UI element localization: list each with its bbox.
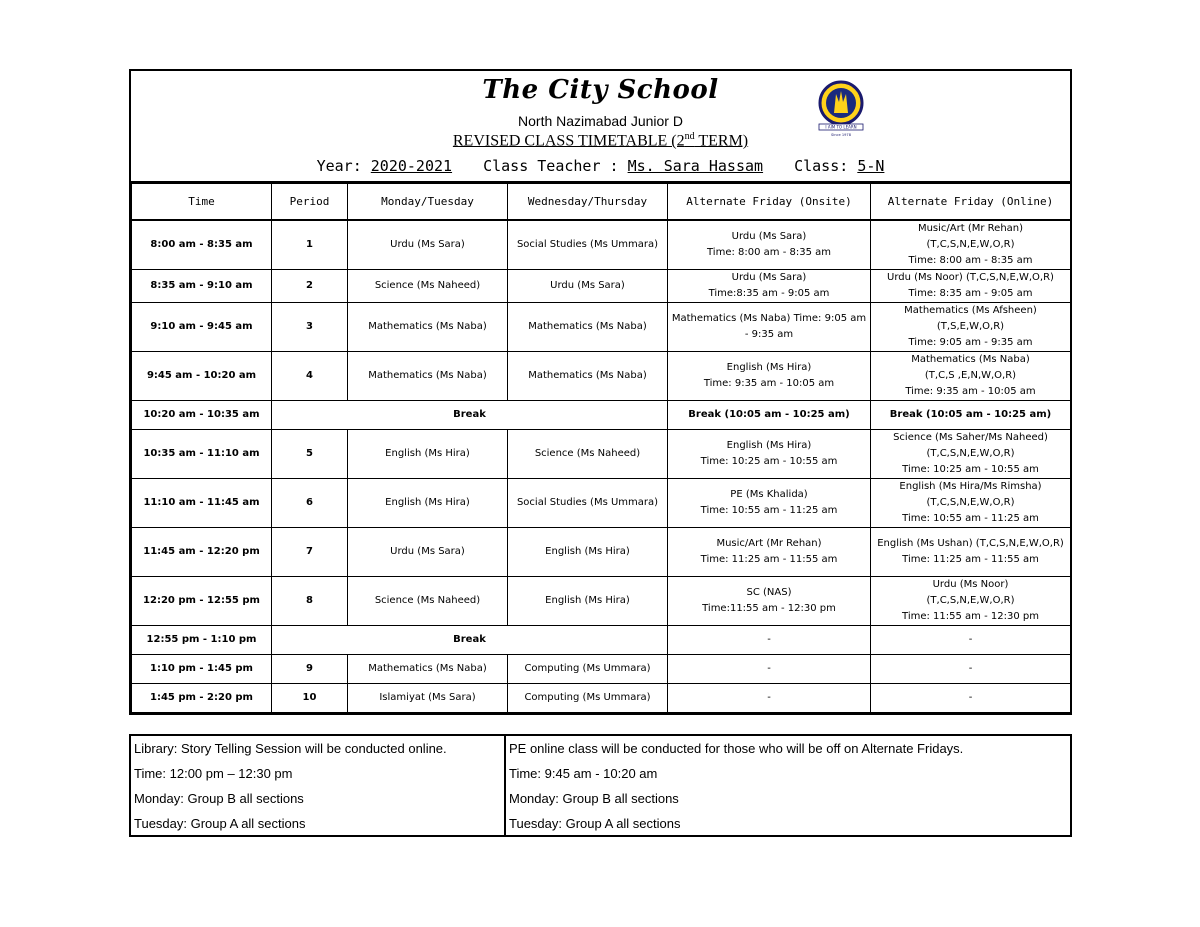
year-class-line — [131, 157, 1070, 175]
timetable-sheet — [129, 69, 1072, 715]
fri-online-cell: - — [871, 626, 1071, 655]
break-row — [132, 401, 1071, 430]
timetable-table — [131, 183, 1071, 713]
period-cell: 3 — [272, 303, 348, 352]
mon-tue-cell: Islamiyat (Ms Sara) — [348, 684, 508, 713]
cell-line: English (Ms Hira/Ms Rimsha) — [899, 481, 1042, 492]
mon-tue-cell: Mathematics (Ms Naba) — [348, 303, 508, 352]
cell-line: Time: 10:55 am - 11:25 am — [902, 513, 1039, 524]
cell-line: (T,C,S,N,E,W,O,R) — [926, 239, 1015, 250]
mon-tue-cell: Urdu (Ms Sara) — [348, 220, 508, 270]
time-cell: 12:20 pm - 12:55 pm — [132, 577, 272, 626]
fri-onsite-cell — [668, 220, 871, 270]
cell-line: (T,C,S,N,E,W,O,R) — [926, 497, 1015, 508]
mon-tue-cell: Science (Ms Naheed) — [348, 270, 508, 303]
cell-line: Urdu (Ms Sara) — [731, 231, 807, 242]
table-row — [132, 577, 1071, 626]
cell-line: PE (Ms Khalida) — [730, 489, 808, 500]
note-line: Library: Story Telling Session will be conducted online. — [134, 741, 447, 756]
cell-line: Urdu (Ms Noor) (T,C,S,N,E,W,O,R) — [887, 272, 1054, 283]
cell-line: Time: 11:25 am - 11:55 am — [902, 554, 1039, 565]
table-row — [132, 684, 1071, 713]
wed-thu-cell: Social Studies (Ms Ummara) — [508, 479, 668, 528]
time-cell: 1:45 pm - 2:20 pm — [132, 684, 272, 713]
wed-thu-cell: Mathematics (Ms Naba) — [508, 303, 668, 352]
period-cell: 1 — [272, 220, 348, 270]
mon-tue-cell: English (Ms Hira) — [348, 430, 508, 479]
note-line: Monday: Group B all sections — [509, 791, 679, 806]
teacher-value: Ms. Sara Hassam — [627, 157, 764, 175]
fri-onsite-cell: - — [668, 626, 871, 655]
cell-line: Urdu (Ms Noor) — [932, 579, 1009, 590]
title-superscript: nd — [684, 131, 695, 142]
table-row — [132, 430, 1071, 479]
note-line: Tuesday: Group A all sections — [134, 816, 306, 831]
cell-line: Time: 10:25 am - 10:55 am — [700, 456, 838, 467]
mon-tue-cell: Mathematics (Ms Naba) — [348, 655, 508, 684]
period-cell: 7 — [272, 528, 348, 577]
fri-online-cell: Break (10:05 am - 10:25 am) — [871, 401, 1071, 430]
notes-box — [129, 734, 1072, 837]
fri-online-cell — [871, 577, 1071, 626]
year-value: 2020-2021 — [370, 157, 453, 175]
cell-line: - 9:35 am — [744, 329, 794, 340]
mon-tue-cell: English (Ms Hira) — [348, 479, 508, 528]
break-cell: Break — [272, 401, 668, 430]
cell-line: Time: 11:25 am - 11:55 am — [700, 554, 838, 565]
time-cell: 8:35 am - 9:10 am — [132, 270, 272, 303]
wed-thu-cell: Computing (Ms Ummara) — [508, 684, 668, 713]
fri-online-cell — [871, 479, 1071, 528]
cell-line: Time: 10:25 am - 10:55 am — [902, 464, 1039, 475]
cell-line: Mathematics (Ms Naba) Time: 9:05 am — [671, 313, 867, 324]
fri-onsite-cell — [668, 303, 871, 352]
wed-thu-cell: English (Ms Hira) — [508, 577, 668, 626]
time-cell: 8:00 am - 8:35 am — [132, 220, 272, 270]
timetable-header — [131, 71, 1070, 183]
cell-line: (T,S,E,W,O,R) — [936, 321, 1005, 332]
cell-line: (T,C,S ,E,N,W,O,R) — [924, 370, 1017, 381]
fri-online-cell: - — [871, 684, 1071, 713]
time-cell: 10:35 am - 11:10 am — [132, 430, 272, 479]
period-cell: 5 — [272, 430, 348, 479]
cell-line: Time: 9:05 am - 9:35 am — [908, 337, 1033, 348]
title-term: TERM) — [694, 132, 749, 150]
period-cell: 9 — [272, 655, 348, 684]
time-cell: 9:10 am - 9:45 am — [132, 303, 272, 352]
note-line: Time: 9:45 am - 10:20 am — [509, 766, 658, 781]
time-cell: 11:45 am - 12:20 pm — [132, 528, 272, 577]
wed-thu-cell: English (Ms Hira) — [508, 528, 668, 577]
year-label: Year: — [316, 157, 362, 175]
cell-line: Time: 8:00 am - 8:35 am — [908, 255, 1033, 266]
fri-online-cell — [871, 430, 1071, 479]
break-row — [132, 626, 1071, 655]
cell-line: Time:11:55 am - 12:30 pm — [702, 603, 836, 614]
period-cell: 10 — [272, 684, 348, 713]
fri-onsite-cell — [668, 270, 871, 303]
fri-online-cell — [871, 352, 1071, 401]
col-header-fri-online: Alternate Friday (Online) — [871, 184, 1071, 221]
time-cell: 9:45 am - 10:20 am — [132, 352, 272, 401]
col-header-mon-tue: Monday/Tuesday — [348, 184, 508, 221]
fri-onsite-cell — [668, 577, 871, 626]
header-row — [132, 184, 1071, 221]
table-row — [132, 352, 1071, 401]
fri-online-cell — [871, 220, 1071, 270]
note-line: PE online class will be conducted for those who will be off on Alternate Fridays. — [509, 741, 964, 756]
table-row — [132, 303, 1071, 352]
cell-line: Time: 9:35 am - 10:05 am — [703, 378, 835, 389]
fri-onsite-cell: - — [668, 684, 871, 713]
fri-online-cell: - — [871, 655, 1071, 684]
period-cell: 4 — [272, 352, 348, 401]
period-cell: 2 — [272, 270, 348, 303]
cell-line: (T,C,S,N,E,W,O,R) — [926, 448, 1015, 459]
cell-line: SC (NAS) — [746, 587, 792, 598]
mon-tue-cell: Urdu (Ms Sara) — [348, 528, 508, 577]
time-cell: 12:55 pm - 1:10 pm — [132, 626, 272, 655]
pe-note — [506, 736, 1070, 835]
cell-line: English (Ms Ushan) (T,C,S,N,E,W,O,R) — [877, 538, 1064, 549]
timetable-title — [131, 131, 1070, 150]
fri-onsite-cell — [668, 430, 871, 479]
time-cell: 10:20 am - 10:35 am — [132, 401, 272, 430]
fri-online-cell — [871, 303, 1071, 352]
class-label: Class: — [794, 157, 849, 175]
library-note — [131, 736, 506, 835]
fri-onsite-cell — [668, 352, 871, 401]
fri-onsite-cell — [668, 528, 871, 577]
wed-thu-cell: Computing (Ms Ummara) — [508, 655, 668, 684]
table-row — [132, 528, 1071, 577]
cell-line: English (Ms Hira) — [726, 362, 812, 373]
cell-line: English (Ms Hira) — [726, 440, 812, 451]
wed-thu-cell: Urdu (Ms Sara) — [508, 270, 668, 303]
cell-line: (T,C,S,N,E,W,O,R) — [926, 595, 1015, 606]
fri-onsite-cell — [668, 479, 871, 528]
cell-line: Music/Art (Mr Rehan) — [917, 223, 1024, 234]
note-line: Time: 12:00 pm – 12:30 pm — [134, 766, 293, 781]
break-cell: Break — [272, 626, 668, 655]
mon-tue-cell: Mathematics (Ms Naba) — [348, 352, 508, 401]
col-header-time: Time — [132, 184, 272, 221]
cell-line: Music/Art (Mr Rehan) — [716, 538, 822, 549]
fri-onsite-cell: - — [668, 655, 871, 684]
table-row — [132, 270, 1071, 303]
cell-line: Time:8:35 am - 9:05 am — [708, 288, 830, 299]
note-line: Tuesday: Group A all sections — [509, 816, 681, 831]
cell-line: Time: 11:55 am - 12:30 pm — [902, 611, 1039, 622]
cell-line: Time: 8:35 am - 9:05 am — [908, 288, 1033, 299]
branch-name: North Nazimabad Junior D — [518, 113, 683, 129]
logo-motto: I AIM TO LEARN — [825, 124, 857, 130]
wed-thu-cell: Mathematics (Ms Naba) — [508, 352, 668, 401]
col-header-wed-thu: Wednesday/Thursday — [508, 184, 668, 221]
logo-since: Since 1978 — [830, 133, 852, 137]
wed-thu-cell: Science (Ms Naheed) — [508, 430, 668, 479]
school-name: The City School — [482, 75, 719, 105]
period-cell: 8 — [272, 577, 348, 626]
wed-thu-cell: Social Studies (Ms Ummara) — [508, 220, 668, 270]
period-cell: 6 — [272, 479, 348, 528]
note-line: Monday: Group B all sections — [134, 791, 304, 806]
time-cell: 1:10 pm - 1:45 pm — [132, 655, 272, 684]
cell-line: Time: 10:55 am - 11:25 am — [700, 505, 838, 516]
mon-tue-cell: Science (Ms Naheed) — [348, 577, 508, 626]
fri-online-cell — [871, 270, 1071, 303]
col-header-fri-onsite: Alternate Friday (Onsite) — [668, 184, 871, 221]
table-row — [132, 479, 1071, 528]
cell-line: Urdu (Ms Sara) — [731, 272, 807, 283]
cell-line: Mathematics (Ms Afsheen) — [904, 305, 1037, 316]
table-row — [132, 220, 1071, 270]
title-text: REVISED CLASS TIMETABLE (2 — [452, 132, 685, 150]
table-row — [132, 655, 1071, 684]
time-cell: 11:10 am - 11:45 am — [132, 479, 272, 528]
fri-onsite-cell: Break (10:05 am - 10:25 am) — [668, 401, 871, 430]
teacher-label: Class Teacher : — [483, 157, 619, 175]
fri-online-cell — [871, 528, 1071, 577]
cell-line: Mathematics (Ms Naba) — [911, 354, 1030, 365]
cell-line: Time: 9:35 am - 10:05 am — [905, 386, 1036, 397]
class-value: 5-N — [857, 157, 885, 175]
col-header-period: Period — [272, 184, 348, 221]
cell-line: Time: 8:00 am - 8:35 am — [707, 247, 831, 258]
school-logo — [815, 80, 867, 138]
cell-line: Science (Ms Saher/Ms Naheed) — [893, 432, 1048, 443]
